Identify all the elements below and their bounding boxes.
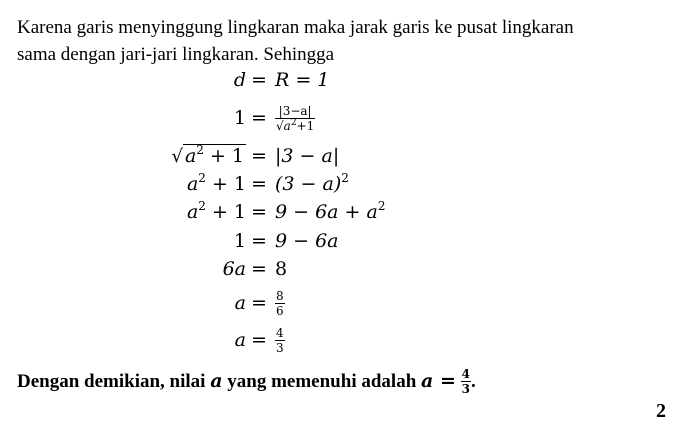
equation-step-9 xyxy=(0,322,682,362)
fraction-denominator: 3 xyxy=(276,340,284,355)
conclusion-sentence: Dengan demikian, nilai a yang memenuhi adalah a = $\frac{4}{3}$ . xyxy=(17,367,476,397)
equation-step-2 xyxy=(0,100,682,140)
step-5-lhs: $a^2 + 1$ xyxy=(186,199,246,223)
equation-step-4 xyxy=(0,169,682,199)
equation-step-3 xyxy=(0,141,682,171)
equals-sign: = xyxy=(251,230,267,252)
step-7-rhs: 8 xyxy=(275,258,288,280)
sqrt-symbol: √ xyxy=(276,118,284,133)
sqrt-symbol: √ xyxy=(171,146,183,167)
intro-line-2: sama dengan jari-jari lingkaran. Sehingga xyxy=(17,44,335,65)
fraction-denominator: 6 xyxy=(276,303,284,318)
step-1-rhs: R = 1 xyxy=(275,69,330,91)
equation-step-6 xyxy=(0,226,682,256)
equals-sign: = xyxy=(251,173,267,195)
equals-sign: = xyxy=(251,201,267,223)
equals-sign: = xyxy=(251,107,267,129)
step-3-lhs: √ $a^2 + 1$ xyxy=(171,143,244,167)
intro-line-1: Karena garis menyinggung lingkaran maka jarak garis ke pusat lingkaran xyxy=(17,17,574,38)
equation-step-1 xyxy=(0,65,682,95)
fraction-denominator: $√a^2+1$ xyxy=(276,117,315,133)
intro-paragraph xyxy=(17,14,677,68)
step-7-lhs: 6a xyxy=(222,258,246,280)
fraction-numerator: 4 xyxy=(461,367,470,382)
equals-sign: = xyxy=(251,329,267,351)
fraction xyxy=(275,326,285,355)
fraction-numerator: 8 xyxy=(276,288,284,303)
fraction-numerator: 4 xyxy=(276,325,284,340)
conclusion-variable: a xyxy=(210,370,223,392)
step-9-lhs: a xyxy=(234,329,246,351)
equation-step-5 xyxy=(0,197,682,227)
step-6-lhs: 1 xyxy=(233,230,246,252)
equals-sign: = xyxy=(251,145,267,167)
conclusion-lhs: a = xyxy=(421,370,456,392)
equation-step-7 xyxy=(0,254,682,284)
equation-step-8 xyxy=(0,285,682,325)
fraction-denominator: 3 xyxy=(461,382,470,397)
step-4-rhs: $(3 - a)^2$ xyxy=(275,171,349,195)
equals-sign: = xyxy=(251,69,267,91)
step-3-rhs: |3 − a| xyxy=(275,145,340,167)
step-8-lhs: a xyxy=(234,292,246,314)
step-4-lhs: $a^2 + 1$ xyxy=(186,171,246,195)
step-5-rhs: $9 - 6a + a^2$ xyxy=(275,199,386,223)
page-number: 2 xyxy=(656,400,666,422)
step-1-lhs: d xyxy=(233,69,246,91)
fraction-numerator: |3−a| xyxy=(275,104,315,119)
conclusion-fraction xyxy=(461,367,471,396)
step-6-rhs: 9 − 6a xyxy=(275,230,339,252)
equals-sign: = xyxy=(251,292,267,314)
equals-sign: = xyxy=(251,258,267,280)
step-2-lhs: 1 xyxy=(233,107,246,129)
fraction xyxy=(275,289,285,318)
fraction xyxy=(275,104,315,133)
